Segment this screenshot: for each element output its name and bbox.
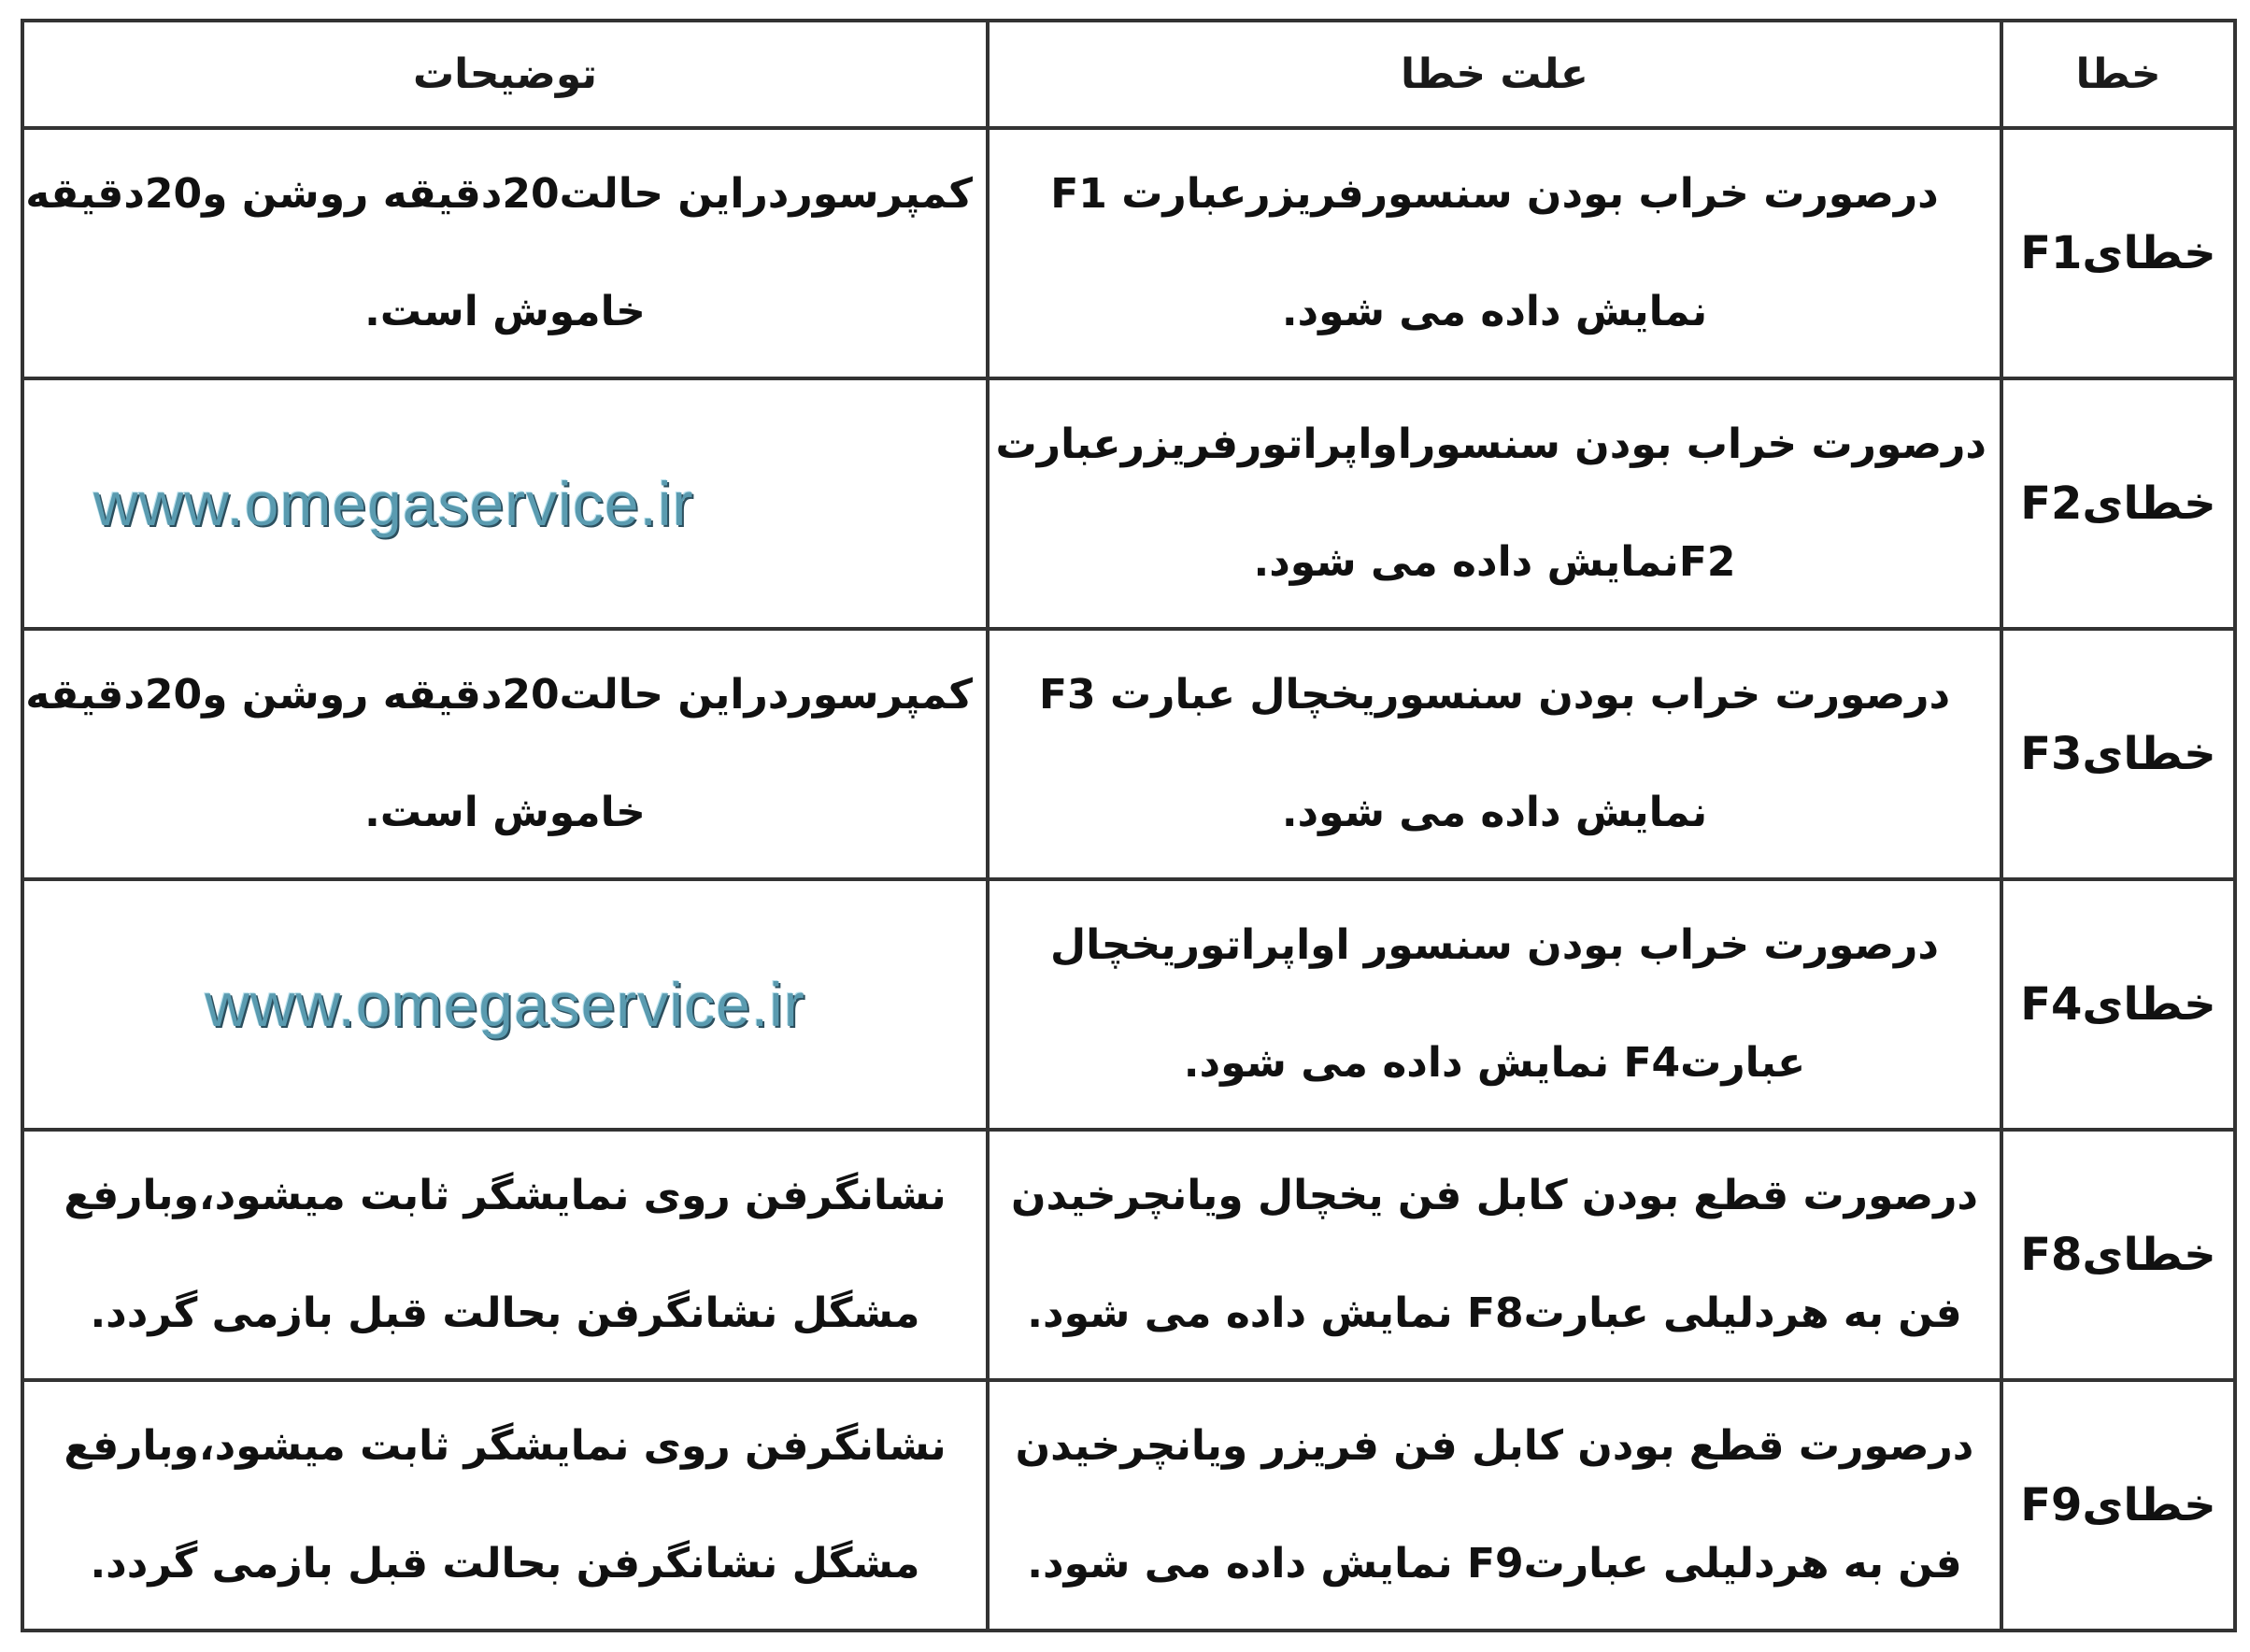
header-error-code: خطا [2001, 21, 2235, 128]
description-line: مشگل نشانگرفن بحالت قبل بازمی گردد. [90, 1289, 920, 1337]
error-code-cell: خطایF8 [2001, 1130, 2235, 1380]
description-cell [22, 128, 988, 378]
description-cell [22, 1130, 988, 1380]
table-header-row [22, 21, 2235, 128]
error-code-cell: خطایF2 [2001, 378, 2235, 629]
description-line: نشانگرفن روی نمایشگر ثابت میشود،وبارفع [64, 1422, 947, 1470]
cause-line: عبارتF4 نمایش داده می شود. [1183, 1039, 1806, 1087]
table-row [22, 879, 2235, 1130]
description-line: خاموش است. [364, 789, 646, 836]
description-cell [22, 629, 988, 879]
error-cause-cell [988, 1380, 2001, 1631]
error-code-cell: خطایF3 [2001, 629, 2235, 879]
cause-line: نمایش داده می شود. [1281, 789, 1708, 836]
header-error-cause: علت خطا [988, 21, 2001, 128]
cause-line: درصورت خراب بودن سنسور اواپراتوریخچال [1050, 921, 1939, 969]
cause-line: درصورت خراب بودن سنسوریخچال عبارت F3 [1038, 671, 1951, 719]
cause-line: درصورت قطع بودن کابل فن یخچال ویانچرخیدن [1010, 1172, 1979, 1219]
cause-line: نمایش داده می شود. [1281, 288, 1708, 335]
description-line: کمپرسوردراین حالت20دقیقه روشن و20دقیقه [25, 170, 973, 218]
header-description: توضیحات [22, 21, 988, 128]
description-line: مشگل نشانگرفن بحالت قبل بازمی گردد. [90, 1540, 920, 1588]
description-cell [22, 879, 988, 1130]
error-cause-cell [988, 378, 2001, 629]
error-cause-cell [988, 879, 2001, 1130]
description-line: کمپرسوردراین حالت20دقیقه روشن و20دقیقه [25, 671, 973, 719]
cause-line: F2نمایش داده می شود. [1253, 538, 1736, 586]
error-code-cell: خطایF9 [2001, 1380, 2235, 1631]
error-code-cell: خطایF1 [2001, 128, 2235, 378]
description-cell [22, 378, 988, 629]
description-line: نشانگرفن روی نمایشگر ثابت میشود،وبارفع [64, 1172, 947, 1219]
table-row [22, 378, 2235, 629]
error-cause-cell [988, 629, 2001, 879]
website-watermark: www.omegaservice.ir [205, 970, 805, 1039]
error-cause-cell [988, 128, 2001, 378]
description-line: خاموش است. [364, 288, 646, 335]
table-row [22, 1380, 2235, 1631]
description-cell [22, 1380, 988, 1631]
error-code-cell: خطایF4 [2001, 879, 2235, 1130]
table-row [22, 629, 2235, 879]
website-watermark: www.omegaservice.ir [93, 469, 694, 538]
cause-line: درصورت خراب بودن سنسوراواپراتورفریزرعبارت [995, 420, 1987, 468]
cause-line: درصورت خراب بودن سنسورفریزرعبارت F1 [1050, 170, 1939, 218]
error-cause-cell [988, 1130, 2001, 1380]
error-codes-table [21, 19, 2237, 1632]
cause-line: درصورت قطع بودن کابل فن فریزر ویانچرخیدن [1015, 1422, 1974, 1470]
table-row [22, 128, 2235, 378]
cause-line: فن به هردلیلی عبارتF9 نمایش داده می شود. [1027, 1540, 1962, 1588]
table-row [22, 1130, 2235, 1380]
cause-line: فن به هردلیلی عبارتF8 نمایش داده می شود. [1027, 1289, 1962, 1337]
